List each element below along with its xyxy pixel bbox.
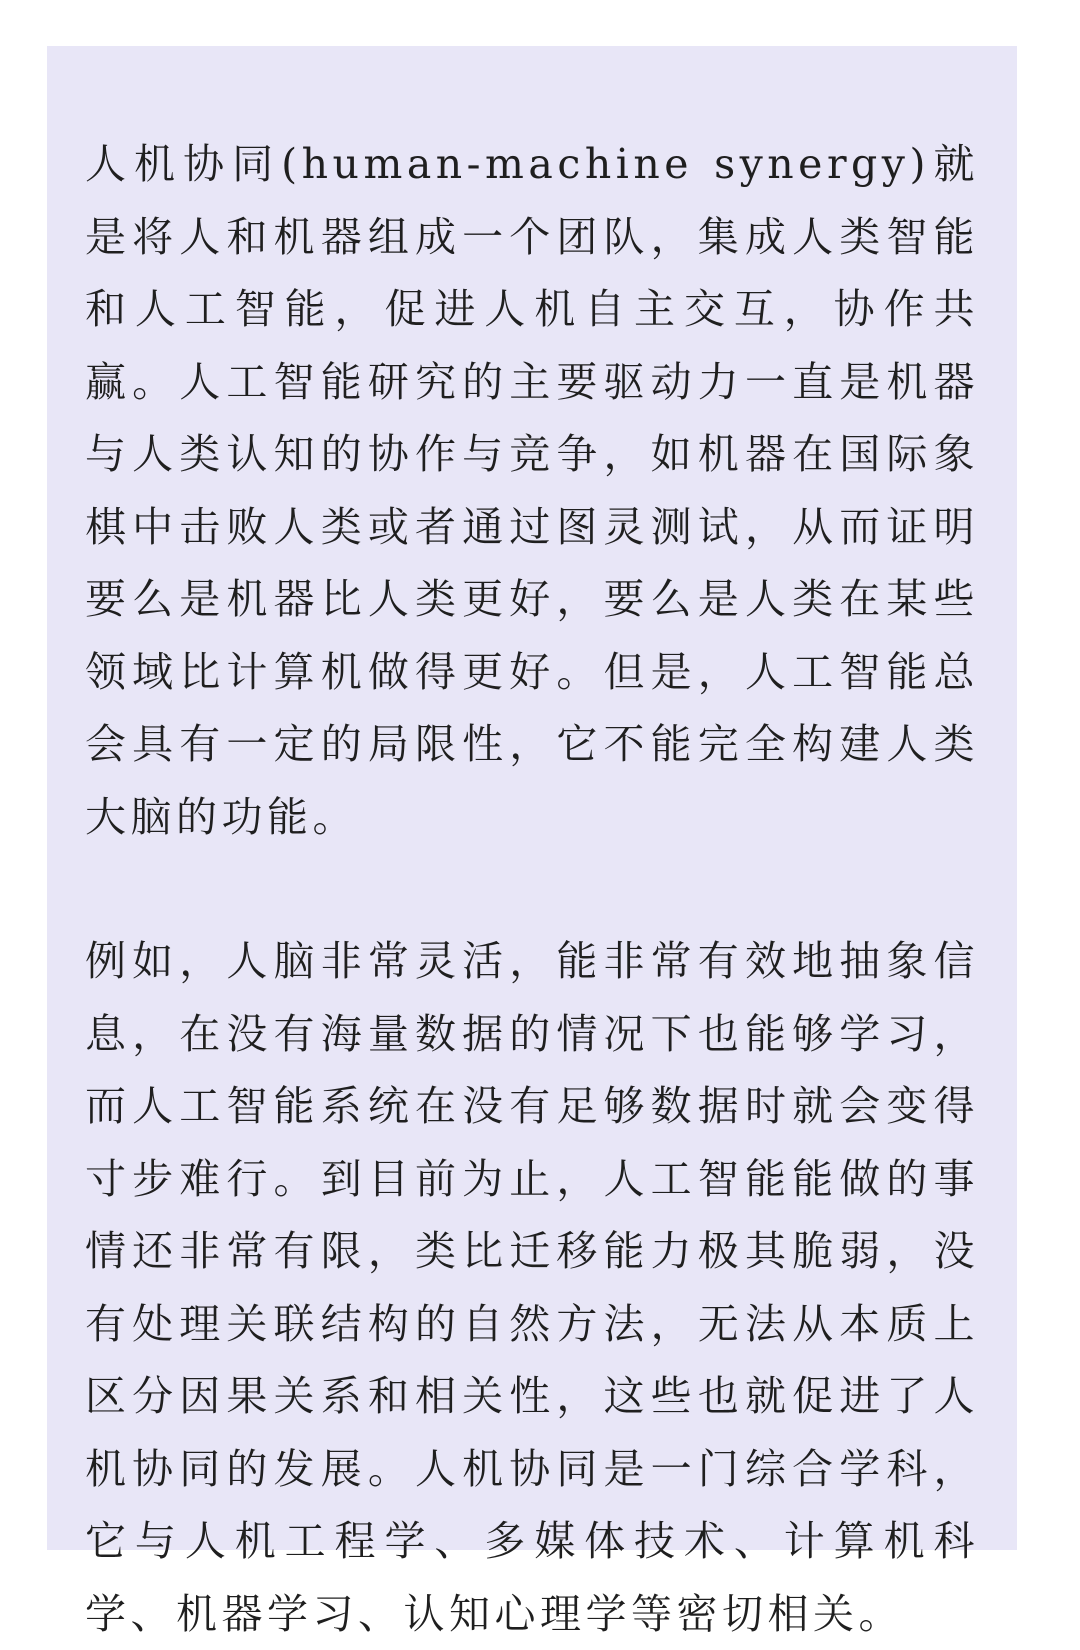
- paragraph-2: 例如，人脑非常灵活，能非常有效地抽象信息，在没有海量数据的情况下也能够学习，而人工智能系统在没有足够数据时就会变得寸步难行。到目前为止，人工智能能做的事情还非常有限，类比迁移能力极其脆弱，没有处理关联结构的自然方法，无法从本质上区分因果关系和相关性，这些也就促进了人机协同的发展。人机协同是一门综合学科，它与人机工程学、多媒体技术、计算机科学、机器学习、认知心理学等密切相关。: [85, 937, 979, 1638]
- paragraph-1: 人机协同(human-machine synergy)就是将人和机器组成一个团队，集成人类智能和人工智能，促进人机自主交互，协作共赢。人工智能研究的主要驱动力一直是机器与人类认知的协作与竞争，如机器在国际象棋中击败人类或者通过图灵测试，从而证明要么是机器比人类更好，要么是人类在某些领域比计算机做得更好。但是，人工智能总会具有一定的局限性，它不能完全构建人类大脑的功能。: [85, 140, 979, 841]
- article-card: [47, 46, 1017, 1638]
